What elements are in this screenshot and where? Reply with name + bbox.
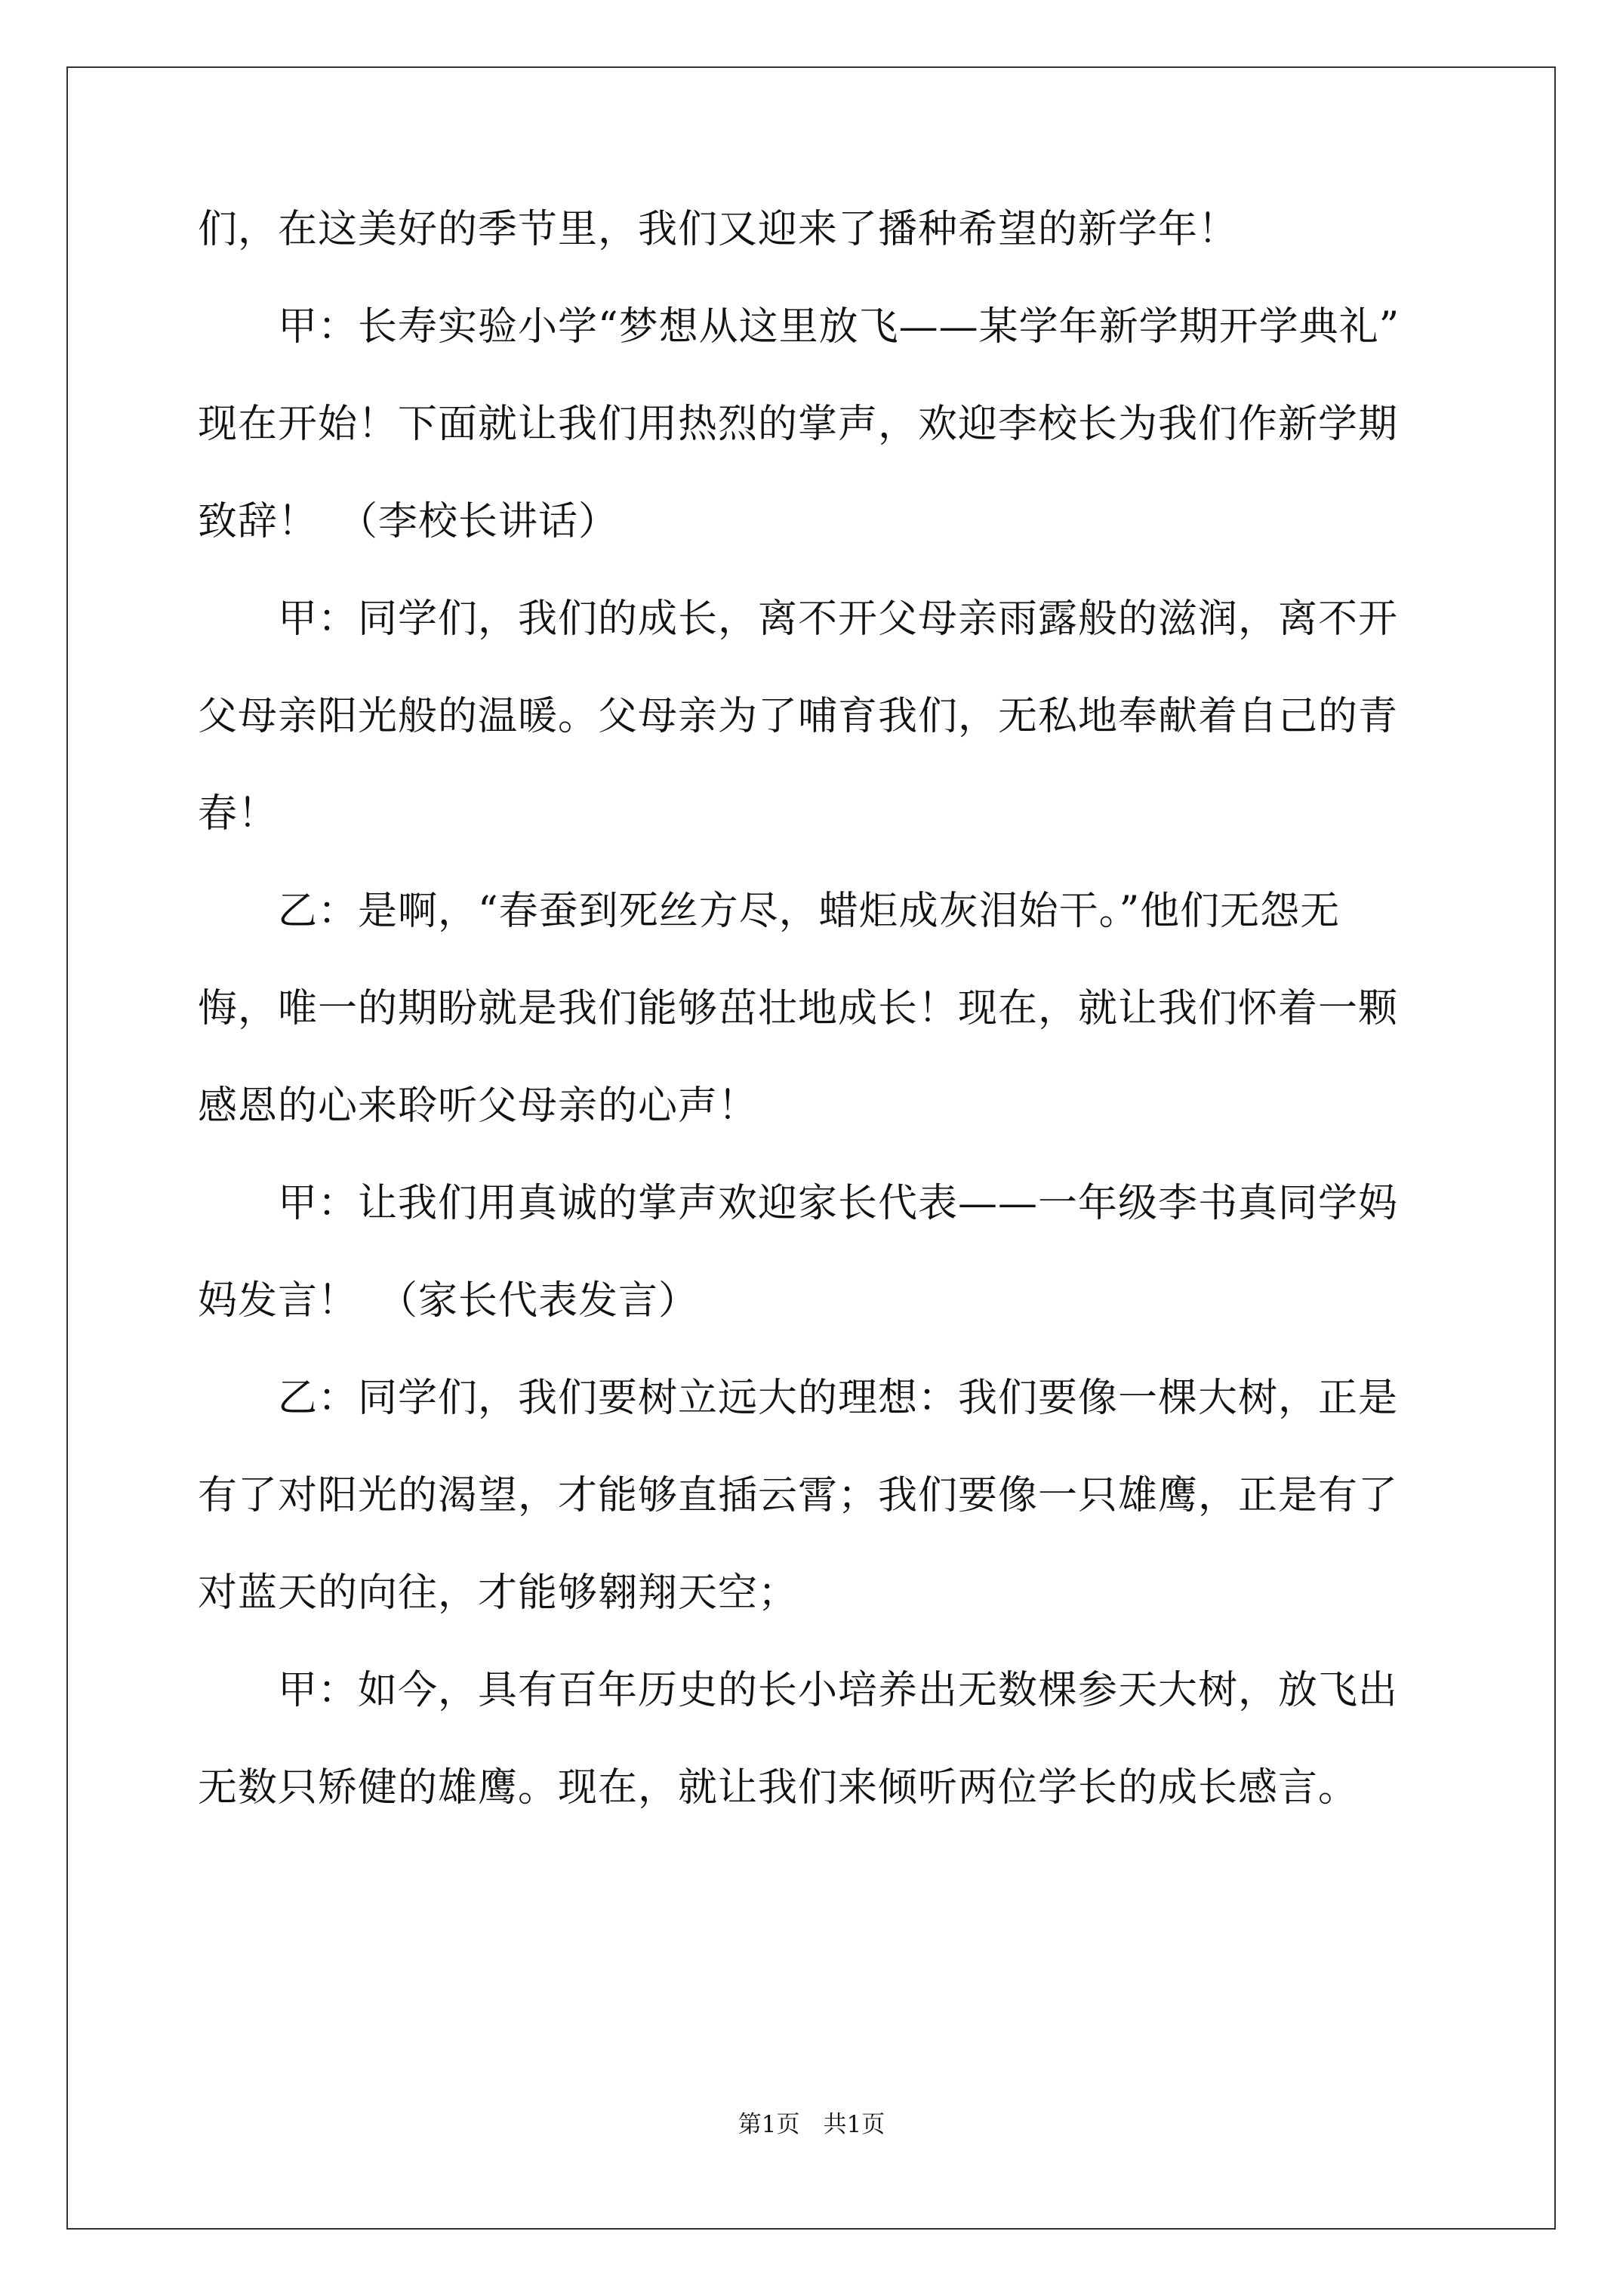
text-line: 悔，唯一的期盼就是我们能够茁壮地成长！现在，就让我们怀着一颗 [198, 986, 1399, 1031]
text-line: 无数只矫健的雄鹰。现在，就让我们来倾听两位学长的成长感言。 [198, 1765, 1359, 1811]
text-line: 乙：是啊，“春蚕到死丝方尽，蜡炬成灰泪始干。”他们无怨无 [198, 889, 1341, 934]
page-number-footer: 第1页 共1页 [738, 2111, 885, 2138]
text-line: 有了对阳光的渴望，才能够直插云霄；我们要像一只雄鹰，正是有了 [198, 1473, 1399, 1518]
text-line: 们，在这美好的季节里，我们又迎来了播种希望的新学年！ [198, 207, 1239, 252]
text-line: 父母亲阳光般的温暖。父母亲为了哺育我们，无私地奉献着自己的青 [198, 694, 1399, 739]
text-line: 甲：如今，具有百年历史的长小培养出无数棵参天大树，放飞出 [198, 1668, 1399, 1713]
text-line: 甲：让我们用真诚的掌声欢迎家长代表——一年级李书真同学妈 [198, 1181, 1399, 1226]
document-body [198, 207, 1428, 1811]
text-line: 甲：同学们，我们的成长，离不开父母亲雨露般的滋润，离不开 [198, 596, 1399, 642]
text-line: 春！ [198, 791, 279, 837]
text-line: 妈发言！ （家长代表发言） [198, 1278, 699, 1324]
text-line: 现在开始！下面就让我们用热烈的掌声，欢迎李校长为我们作新学期 [198, 402, 1399, 447]
text-line: 致辞！ （李校长讲话） [198, 499, 619, 544]
text-line: 甲：长寿实验小学“梦想从这里放飞——某学年新学期开学典礼” [198, 304, 1400, 350]
text-line: 乙：同学们，我们要树立远大的理想：我们要像一棵大树，正是 [198, 1376, 1399, 1421]
text-line: 感恩的心来聆听父母亲的心声！ [198, 1083, 759, 1129]
text-line: 对蓝天的向往，才能够翱翔天空； [198, 1570, 799, 1616]
